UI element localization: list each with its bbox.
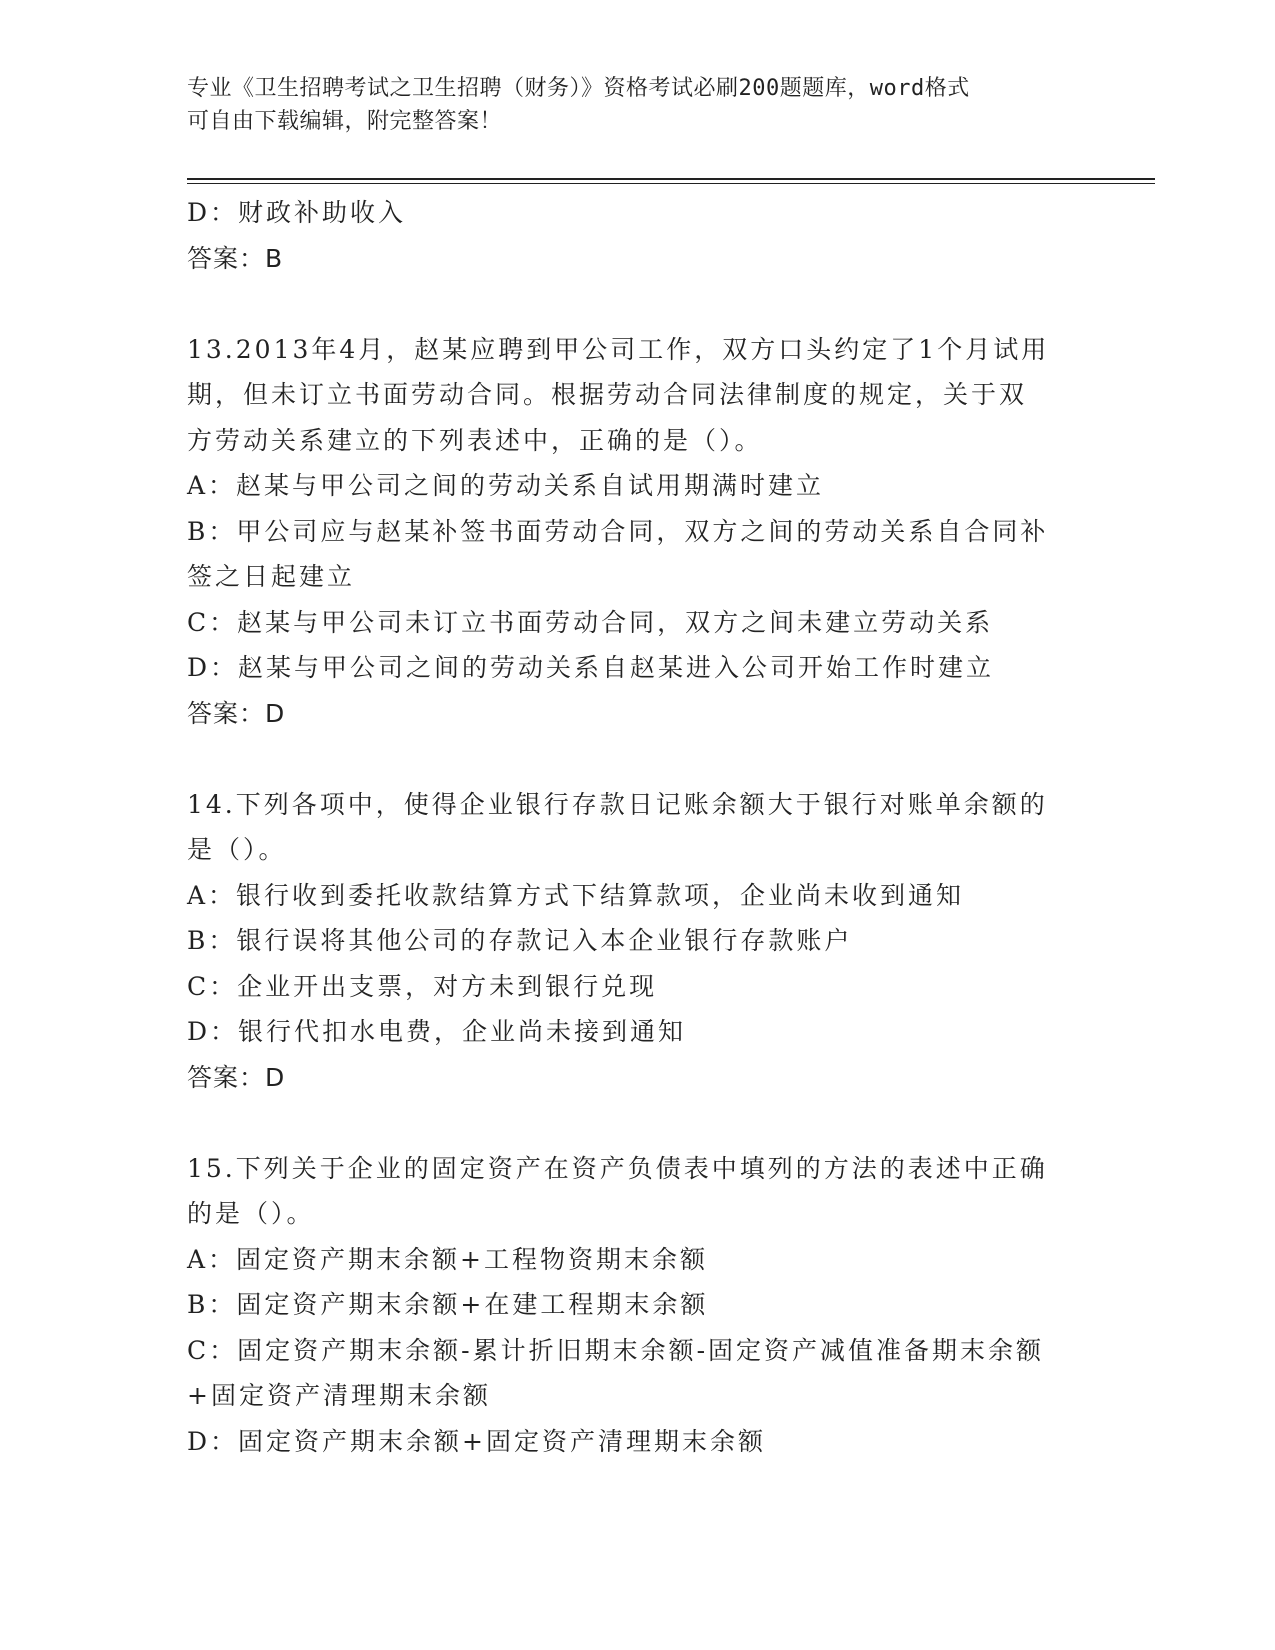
q15-line-1: 15.下列关于企业的固定资产在资产负债表中填列的方法的表述中正确 <box>187 1153 1048 1183</box>
q13-option-b-line-1: B：甲公司应与赵某补签书面劳动合同，双方之间的劳动关系自合同补 <box>187 516 1049 546</box>
prev-option-d: D：财政补助收入 <box>187 198 407 227</box>
q15-option-b: B：固定资产期末余额+在建工程期末余额 <box>187 1290 709 1319</box>
q14-line-1: 14.下列各项中，使得企业银行存款日记账余额大于银行对账单余额的 <box>187 789 1048 819</box>
q13-option-d: D：赵某与甲公司之间的劳动关系自赵某进入公司开始工作时建立 <box>187 653 995 682</box>
header-rule-thin <box>187 183 1155 184</box>
header-line-1: 专业《卫生招聘考试之卫生招聘（财务）》资格考试必刷200题题库，word格式 <box>187 76 970 101</box>
q13-option-a: A：赵某与甲公司之间的劳动关系自试用期满时建立 <box>187 471 825 500</box>
q14-line-2: 是（）。 <box>187 835 287 864</box>
q15-line-2: 的是（）。 <box>187 1199 315 1228</box>
q14-answer: 答案：D <box>187 1062 286 1092</box>
q13-option-b-line-2: 签之日起建立 <box>187 562 356 591</box>
header-line-2: 可自由下载编辑，附完整答案！ <box>187 109 503 134</box>
q15-option-d: D：固定资产期末余额+固定资产清理期末余额 <box>187 1426 766 1456</box>
page-header <box>187 72 1067 138</box>
q14-option-d: D：银行代扣水电费，企业尚未接到通知 <box>187 1017 687 1046</box>
q15-option-c-line-2: +固定资产清理期末余额 <box>187 1381 491 1410</box>
q15-option-a: A：固定资产期末余额+工程物资期末余额 <box>187 1244 709 1274</box>
q14-option-c: C：企业开出支票，对方未到银行兑现 <box>187 971 658 1001</box>
q13-line-2: 期，但未订立书面劳动合同。根据劳动合同法律制度的规定，关于双 <box>187 380 1028 409</box>
document-body <box>187 190 1087 1464</box>
q13-line-1: 13.2013年4月，赵某应聘到甲公司工作，双方口头约定了1个月试用 <box>187 334 1050 364</box>
q14-option-a: A：银行收到委托收款结算方式下结算款项，企业尚未收到通知 <box>187 880 965 910</box>
q14-option-b: B：银行误将其他公司的存款记入本企业银行存款账户 <box>187 926 853 955</box>
q13-line-3: 方劳动关系建立的下列表述中，正确的是（）。 <box>187 425 763 455</box>
q13-option-c: C：赵某与甲公司未订立书面劳动合同，双方之间未建立劳动关系 <box>187 607 994 637</box>
q13-answer: 答案：D <box>187 698 286 728</box>
prev-answer: 答案：B <box>187 243 284 273</box>
q15-option-c-line-1: C：固定资产期末余额-累计折旧期末余额-固定资产减值准备期末余额 <box>187 1335 1045 1365</box>
header-rule-thick <box>187 178 1155 180</box>
